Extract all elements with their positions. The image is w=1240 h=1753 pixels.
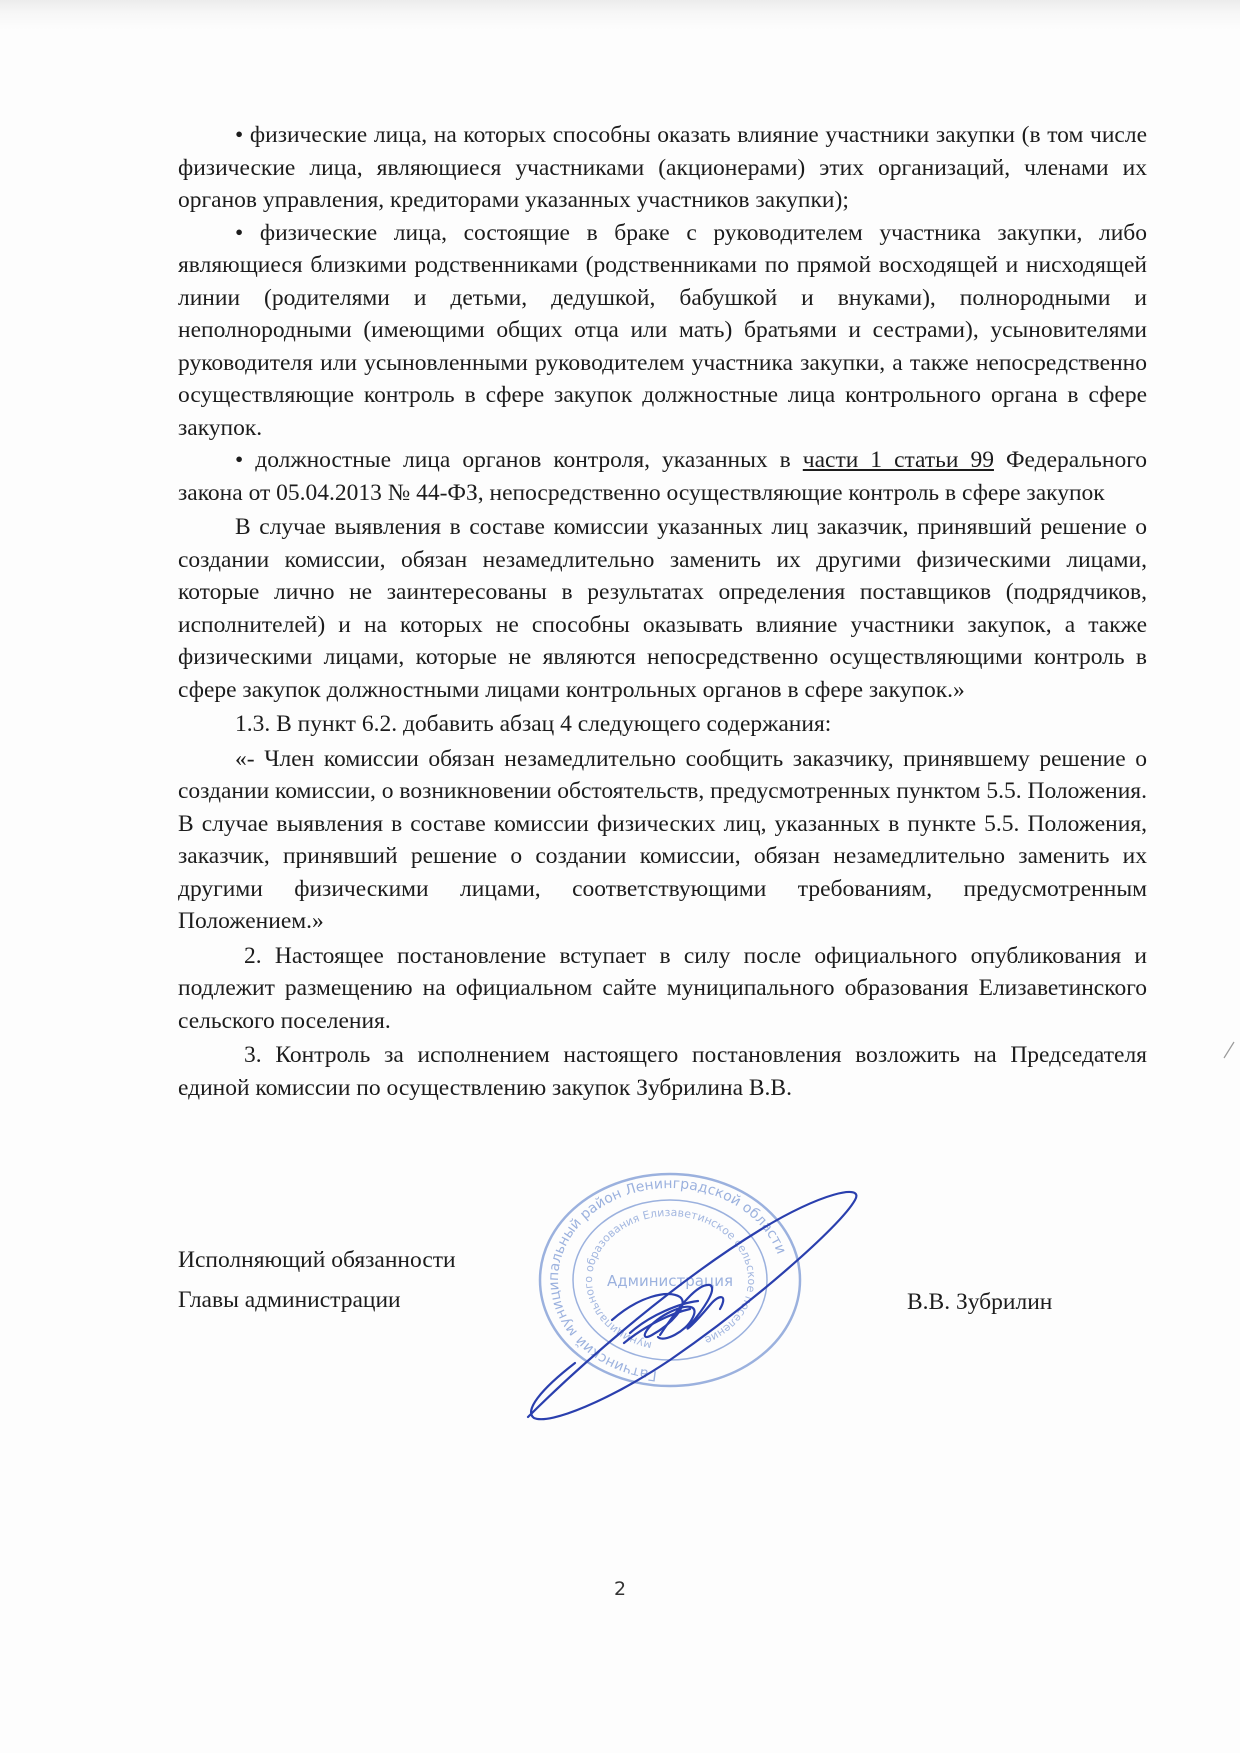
- paragraph-amendment-1-3: 1.3. В пункт 6.2. добавить абзац 4 следующего содержания:: [235, 711, 832, 737]
- list-item-persons-influence: • физические лица, на которых способны оказать влияние участники закупки (в том числе физические лица, являющиеся участниками (акционерами) этих организаций, членами их органов управления, кредиторами указанных участников закупки);: [178, 122, 1147, 213]
- list-item-persons-married: • физические лица, состоящие в браке с руководителем участника закупки, либо являющиеся близкими родственниками (родственниками по прямой восходящей и нисходящей линии (родителями и детьми, дедушкой, бабушкой и внуками), полнородными и неполнородными (имеющими общих отца или мать) братьями и сестрами), усыновителями руководителя или усыновленными руководителем участника закупки, а также непосредственно осуществляющие контроль в сфере закупок должностные лица контрольного органа в сфере закупок.: [178, 219, 1147, 441]
- paragraph-replacement-rule: В случае выявления в составе комиссии указанных лиц заказчик, принявший решение о создании комиссии, обязан незамедлительно заменить их другими физическими лицами, которые лично не заинтересованы в результатах определения поставщиков (подрядчиков, исполнителей) и на которых не способны оказывать влияние участники закупок, а также физическими лицами, которые не являются непосредственно осуществляющими контроль в сфере закупок должностными лицами контрольных органов в сфере закупок.»: [178, 514, 1147, 703]
- scan-shadow: [0, 0, 1240, 30]
- paragraph-text: • должностные лица органов контроля, указанных в: [235, 447, 803, 473]
- list-item-control-officials: [178, 444, 1147, 509]
- document-body: [178, 119, 1147, 1104]
- stamp-center-text: Администрация: [607, 1272, 733, 1290]
- stamp-inner-text: муниципального образования Елизаветинское сельское поселение: [582, 1205, 759, 1353]
- handwritten-signature: [520, 1185, 870, 1425]
- margin-mark: [1222, 1040, 1236, 1060]
- paragraph-control: 3. Контроль за исполнением настоящего постановления возложить на Председателя единой комиссии по осуществлению закупок Зубрилина В.В.: [178, 1042, 1147, 1101]
- stamp-outer-text: Гатчинский муниципальный район Ленинградской области: [545, 1175, 790, 1384]
- paragraph-text: Федерального закона от 05.04.2013 № 44-ФЗ, непосредственно осуществляющие контроль в сфере закупок: [178, 447, 1147, 506]
- signatory-name: В.В. Зубрилин: [907, 1289, 1053, 1315]
- signatory-position-line2: Главы администрации: [178, 1287, 401, 1313]
- paragraph-committee-member-duty: «- Член комиссии обязан незамедлительно сообщить заказчику, принявшему решение о создании комиссии, о возникновении обстоятельств, предусмотренных пунктом 5.5. Положения. В случае выявления в составе комиссии физических лиц, указанных в пункте 5.5. Положения, заказчик, принявший решение о создании комиссии, обязан незамедлительно заменить их другими физическими лицами, соответствующими требованиям, предусмотренным Положением.»: [178, 745, 1147, 934]
- paragraph-entry-into-force: 2. Настоящее постановление вступает в силу после официального опубликования и подлежит размещению на официальном сайте муниципального образования Елизаветинского сельского поселения.: [178, 942, 1147, 1034]
- law-article-link[interactable]: части 1 статьи 99: [802, 447, 994, 473]
- signatory-position-line1: Исполняющий обязанности: [178, 1247, 456, 1273]
- page-number: 2: [613, 1578, 627, 1600]
